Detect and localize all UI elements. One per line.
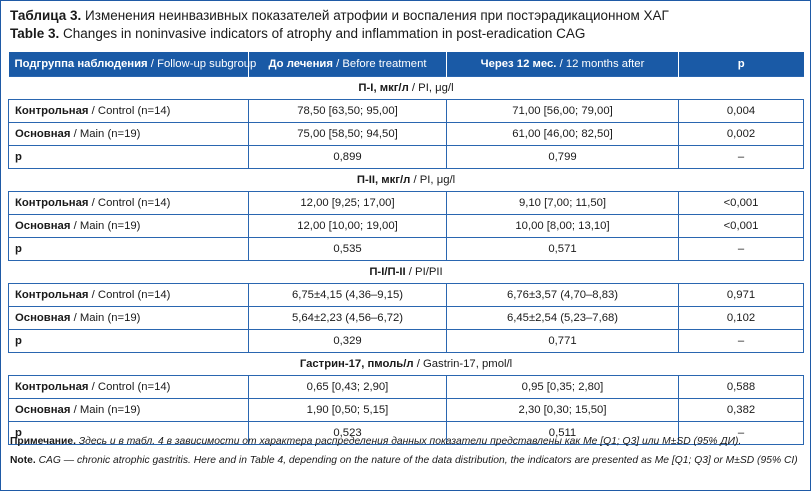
group-header-row [9, 77, 804, 100]
group-header-row [9, 261, 804, 284]
cell-before: 0,899 [249, 146, 447, 169]
cell-p: 0,588 [679, 376, 804, 399]
cell-before: 6,75±4,15 (4,36–9,15) [249, 284, 447, 307]
row-label: p [9, 238, 249, 261]
table-row [9, 330, 804, 353]
group-title: П-I, мкг/л / PI, μg/l [9, 77, 804, 100]
cell-before: 0,523 [249, 422, 447, 445]
cell-after: 71,00 [56,00; 79,00] [447, 100, 679, 123]
row-label: Контрольная / Control (n=14) [9, 100, 249, 123]
table-row [9, 100, 804, 123]
group-title: П-I/П-II / PI/PII [9, 261, 804, 284]
row-label: p [9, 422, 249, 445]
cell-after: 0,571 [447, 238, 679, 261]
caption-ru [10, 7, 800, 25]
table-row [9, 192, 804, 215]
cell-after: 0,771 [447, 330, 679, 353]
cell-before: 78,50 [63,50; 95,00] [249, 100, 447, 123]
note-en-label: Note. [10, 454, 36, 466]
cell-before: 0,329 [249, 330, 447, 353]
cell-p: 0,002 [679, 123, 804, 146]
cell-before: 75,00 [58,50; 94,50] [249, 123, 447, 146]
table-row [9, 123, 804, 146]
cell-after: 10,00 [8,00; 13,10] [447, 215, 679, 238]
row-label: Основная / Main (n=19) [9, 307, 249, 330]
header-p: p [679, 52, 804, 77]
note-ru-label: Примечание. [10, 436, 76, 447]
group-title: Гастрин-17, пмоль/л / Gastrin-17, pmol/l [9, 353, 804, 376]
table-row [9, 238, 804, 261]
cell-p: 0,004 [679, 100, 804, 123]
note-ru-text: Здесь и в табл. 4 в зависимости от характера распределения данных показатели представлены как Me [Q1; Q3] или M±SD (95% ДИ). [78, 436, 742, 447]
header-subgroup: Подгруппа наблюдения / Follow-up subgroup [9, 52, 249, 77]
header-after: Через 12 мес. / 12 months after [447, 52, 679, 77]
cell-p: – [679, 146, 804, 169]
row-label: Контрольная / Control (n=14) [9, 376, 249, 399]
group-title: П-II, мкг/л / PI, μg/l [9, 169, 804, 192]
row-label: Контрольная / Control (n=14) [9, 192, 249, 215]
note-en-text: CAG — chronic atrophic gastritis. Here and in Table 4, depending on the nature of the data distribution, the indicators are presented as Me [Q1; Q3] or M±SD (95% CI) [38, 454, 798, 466]
note-ru [10, 434, 800, 450]
group-header-row [9, 169, 804, 192]
cell-before: 12,00 [9,25; 17,00] [249, 192, 447, 215]
group-header-row [9, 353, 804, 376]
table-header-row [9, 52, 804, 77]
caption-ru-text: Изменения неинвазивных показателей атрофии и воспаления при постэрадикационном ХАГ [85, 8, 669, 23]
table-caption [10, 7, 800, 43]
note-en [10, 453, 800, 469]
cell-p: 0,382 [679, 399, 804, 422]
cell-p: <0,001 [679, 215, 804, 238]
table-row [9, 215, 804, 238]
data-table [8, 52, 804, 445]
cell-p: 0,971 [679, 284, 804, 307]
cell-after: 61,00 [46,00; 82,50] [447, 123, 679, 146]
cell-p: 0,102 [679, 307, 804, 330]
row-label: Основная / Main (n=19) [9, 215, 249, 238]
header-before: До лечения / Before treatment [249, 52, 447, 77]
table-notes [10, 434, 800, 471]
cell-before: 1,90 [0,50; 5,15] [249, 399, 447, 422]
row-label: p [9, 330, 249, 353]
row-label: Основная / Main (n=19) [9, 399, 249, 422]
cell-after: 2,30 [0,30; 15,50] [447, 399, 679, 422]
caption-en [10, 25, 800, 43]
row-label: Основная / Main (n=19) [9, 123, 249, 146]
row-label: p [9, 146, 249, 169]
caption-ru-label: Таблица 3. [10, 8, 82, 23]
cell-p: – [679, 422, 804, 445]
caption-en-text: Changes in noninvasive indicators of atrophy and inflammation in post-eradication CAG [63, 26, 586, 41]
table-row [9, 146, 804, 169]
table-row [9, 399, 804, 422]
cell-after: 6,45±2,54 (5,23–7,68) [447, 307, 679, 330]
row-label: Контрольная / Control (n=14) [9, 284, 249, 307]
cell-after: 0,95 [0,35; 2,80] [447, 376, 679, 399]
table-row [9, 307, 804, 330]
cell-before: 12,00 [10,00; 19,00] [249, 215, 447, 238]
cell-p: – [679, 238, 804, 261]
cell-after: 0,511 [447, 422, 679, 445]
cell-after: 9,10 [7,00; 11,50] [447, 192, 679, 215]
cell-before: 5,64±2,23 (4,56–6,72) [249, 307, 447, 330]
cell-after: 0,799 [447, 146, 679, 169]
caption-en-label: Table 3. [10, 26, 60, 41]
cell-p: <0,001 [679, 192, 804, 215]
cell-before: 0,65 [0,43; 2,90] [249, 376, 447, 399]
table-row [9, 376, 804, 399]
table-row [9, 284, 804, 307]
cell-p: – [679, 330, 804, 353]
cell-after: 6,76±3,57 (4,70–8,83) [447, 284, 679, 307]
cell-before: 0,535 [249, 238, 447, 261]
